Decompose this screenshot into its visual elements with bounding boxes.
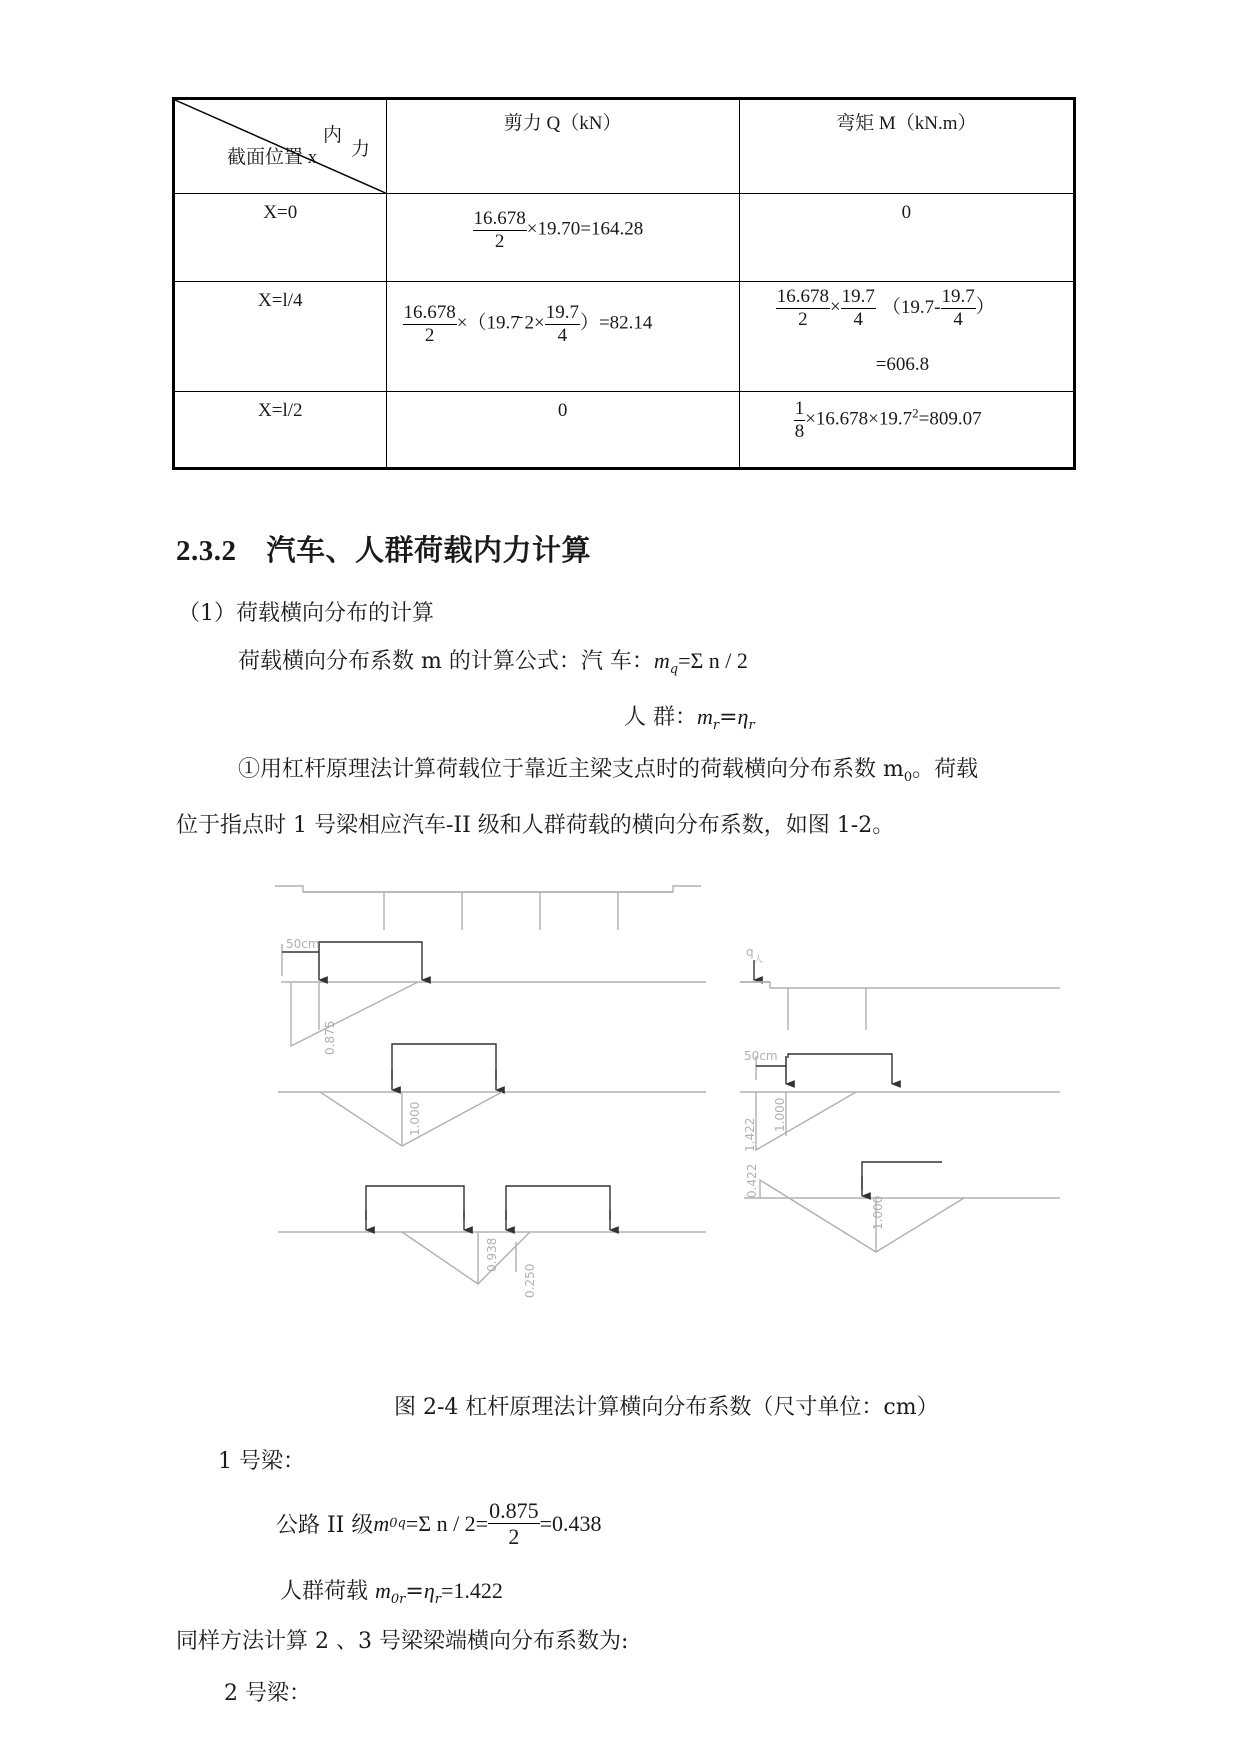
influence-line-2 [278,1044,706,1146]
svg-text:0.250: 0.250 [523,1263,537,1298]
row-xl4-shear: $\frac{16.678}{2}$ ×（19.7̄ 2× $\frac{19.7}{4}$ ）=82.14 [386,282,739,392]
svg-text:0.938: 0.938 [485,1237,499,1272]
header-force-label: 力 [351,139,371,160]
influence-line-3 [278,1186,706,1298]
svg-text:1.000: 1.000 [773,1097,787,1132]
row-x0-position: X=0 [174,194,387,282]
section-heading: 2.3.2 汽车、人群荷载内力计算 [176,533,592,567]
beam1-title: 1 号梁： [218,1449,305,1474]
svg-text:50cm: 50cm [744,1049,778,1063]
row-xl2-shear: 0 [386,392,739,469]
influence-line-figure [270,880,1070,1310]
influence-line-4 [740,1049,1060,1152]
header-inner-label: 内 [323,125,343,146]
header-shear: 剪力 Q（kN） [386,99,739,194]
svg-text:1.000: 1.000 [871,1195,885,1230]
fraction: $\frac{16.678}{2}$ [473,208,526,252]
paragraph-3: 人 群：$m_r=\eta_r$ [624,704,755,733]
svg-text:q: q [746,945,754,959]
crowd-cross-section [740,945,1060,1030]
svg-text:1.000: 1.000 [408,1101,422,1136]
influence-line-5 [744,1162,1060,1252]
internal-force-table [172,97,1076,470]
paragraph-2: 荷载横向分布系数 m 的计算公式：汽 车：$m_q=\Sigma$ n / 2 [238,648,748,677]
svg-text:0.875: 0.875 [323,1020,337,1055]
row-x0-moment: 0 [739,194,1074,282]
row-x0-shear: $\frac{16.678}{2}$ ×19.70=164.28 [386,194,739,282]
table-header-corner [174,99,387,194]
paragraph-5: 位于指点时 1 号梁相应汽车-II 级和人群荷载的横向分布系数，如图 1-2。 [176,813,895,838]
row-xl4-moment: $\frac{16.678}{2}$ × $\frac{19.7}{4}$ （19.7- $\frac{19.7}{4}$ ） =606.8 [739,282,1074,392]
header-position-label: 截面位置 x [227,147,318,168]
bridge-cross-section [275,886,701,930]
row-xl4-position: X=l/4 [174,282,387,392]
svg-text:人: 人 [754,955,764,965]
beam1-crowd-formula: 人群荷载 $m_{0r}=\eta_r=1.422$ [280,1578,503,1607]
svg-text:50cm: 50cm [286,937,320,951]
figure-caption: 图 2-4 杠杆原理法计算横向分布系数（尺寸单位：cm） [394,1395,939,1420]
header-moment: 弯矩 M（kN.m） [739,99,1074,194]
beam2-title: 2 号梁： [224,1681,311,1706]
influence-line-1 [281,937,706,1055]
svg-text:1.422: 1.422 [743,1117,757,1152]
row-xl2-position: X=l/2 [174,392,387,469]
svg-text:0.422: 0.422 [745,1163,759,1198]
beam1-road-formula: 公路 II 级 m 0q =Σ n / 2= $\frac{0.875}{2}$ =0.438 [276,1498,602,1550]
paragraph-4: ①用杠杆原理法计算荷载位于靠近主梁支点时的荷载横向分布系数 $m_0$。荷载 [238,757,979,785]
moment-result: =606.8 [875,354,930,375]
paragraph-same-method: 同样方法计算 2 、3 号梁梁端横向分布系数为: [176,1629,629,1654]
paragraph-1: （1）荷载横向分布的计算 [178,601,434,626]
row-xl2-moment: $\frac{1}{8}$ $\times 16.678\times 19.7^2=809.07$ [739,392,1074,469]
